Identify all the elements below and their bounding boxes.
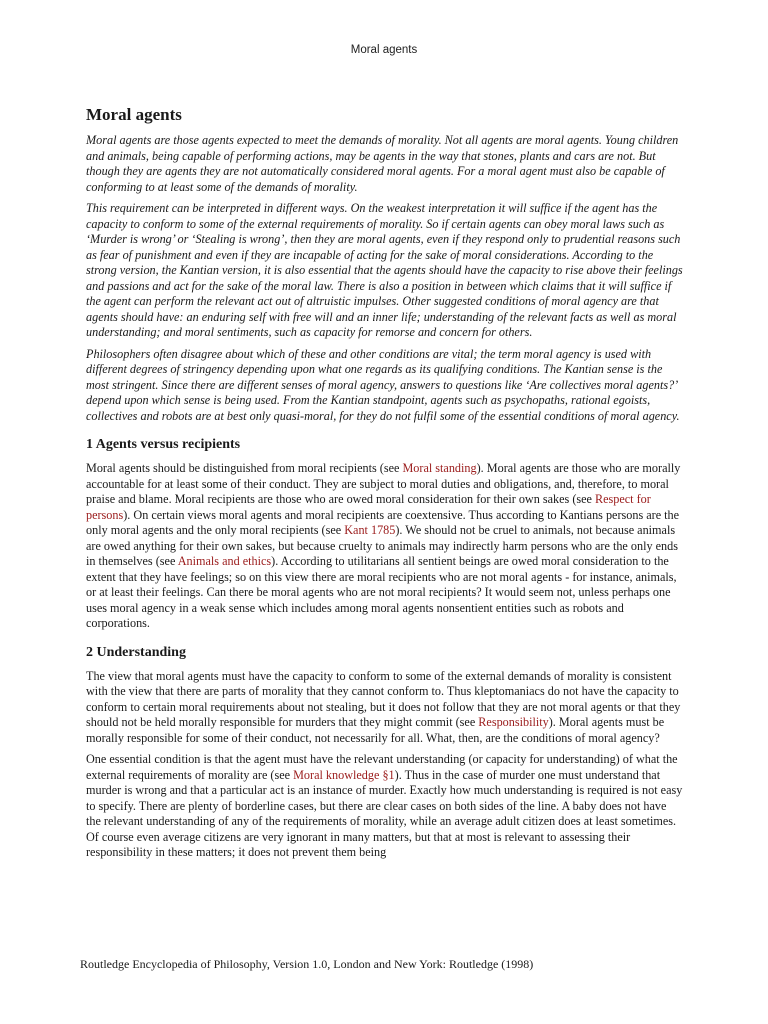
- article-title: Moral agents: [86, 105, 182, 124]
- text-span: ). We should not be cruel to animals, not because animals are owed anything for their own sakes, but because cruelty to animals may indirectly harm persons who are the only ends in themselves (see: [86, 523, 678, 568]
- text-span: ). On certain views moral agents and moral recipients are coextensive. Thus according to Kantians persons are the only moral agents and the only moral recipients (see: [86, 507, 680, 537]
- section-1-paragraph: [86, 461, 684, 632]
- section-2-paragraph-1: [86, 669, 684, 747]
- section-2-heading: 2 Understanding: [86, 644, 186, 660]
- link-animals-and-ethics[interactable]: Animals and ethics: [177, 554, 272, 568]
- running-header: Moral agents: [350, 44, 418, 56]
- intro-paragraph-2: This requirement can be interpreted in different ways. On the weakest interpretation it will suffice if the agent has the capacity to conform to some of the external requirements of morality. So if certain agents can obey moral laws such as ‘Murder is wrong’ or ‘Stealing is wrong’, then they are moral agents, even if they respond only to prudential reasons such as fear of punishment and even if they are incapable of acting for the sake of moral considerations. According to the strong version, the Kantian version, it is also essential that the agents should have the capacity to rise above their feelings and passions and act for the sake of the moral law. There is also a position in between which claims that it will suffice if the agent can perform the relevant act out of altruistic impulses. Other suggested conditions of moral agency are that agents should have: an enduring self with free will and an inner life; understanding of the relevant facts as well as moral understanding; and moral sentiments, such as capacity for remorse and concern for others.: [86, 201, 683, 339]
- text-span: ). According to utilitarians all sentient beings are owed moral consideration to the extent that they have feelings; so on this view there are moral recipients who are not moral agents - for instance, animals, or at least their feelings. Can there be moral agents who are not moral recipients? It would seem not, unless perhaps one uses moral agency in a weak sense which includes among moral agents nonsentient entities such as robots and corporations.: [86, 554, 677, 630]
- intro-paragraph-3: Philosophers often disagree about which of these and other conditions are vital; the term moral agency is used with different degrees of stringency depending upon what one regards as its qualifying conditions. The Kantian sense is the most stringent. Since there are different senses of moral agency, answers to questions like ‘Are collectives moral agents?’ depend upon which sense is being used. From the Kantian standpoint, agents such as psychopaths, rational egoists, collectives and robots are at best only quasi-moral, for they do not fulfil some of the essential conditions of moral agency.: [86, 346, 680, 423]
- text-span: ). Moral agents are those who are morally accountable for at least some of their conduct. They are subject to moral duties and obligations, and, therefore, to moral praise and blame. Moral recipients are those who are owed moral consideration for their own sakes (see: [86, 461, 681, 506]
- text-span: Moral agents should be distinguished from moral recipients (see: [86, 461, 403, 475]
- link-kant-1785[interactable]: Kant 1785: [344, 523, 396, 537]
- text-span: The view that moral agents must have the capacity to conform to some of the external demands of morality is consistent with the view that there are parts of morality that they cannot conform to. Thus kleptomaniacs do not have the capacity to conform to certain moral requirements about not stealing, but it does not follow that they are not moral agents or that they should not be held morally responsible for murders that they might commit (see: [86, 668, 681, 729]
- link-respect-for-persons[interactable]: Respect for persons: [86, 492, 651, 522]
- link-responsibility[interactable]: Responsibility: [478, 715, 549, 729]
- intro-paragraph-1: Moral agents are those agents expected to meet the demands of morality. Not all agents are moral agents. Young children and animals, being capable of performing actions, may be agents in the way that stones, plants and cars are not. But though they are agents they are not automatically considered moral agents. For a moral agent must also be capable of conforming to at least some of the demands of morality.: [86, 133, 679, 194]
- section-2-paragraph-2: [86, 752, 684, 861]
- article-body: [86, 104, 684, 867]
- link-moral-standing[interactable]: Moral standing: [402, 461, 477, 475]
- text-span: ). Thus in the case of murder one must understand that murder is wrong and that a particular act is an instance of murder. Exactly how much understanding is required is not easy to specify. There are plenty of borderline cases, but there are clear cases on both sides of the line. A baby does not have the relevant understanding of any of the requirements of morality, while an average adult citizen does at least sometimes. Of course even average citizens are very ignorant in many matters, but that at most is relevant to assessing their responsibility in these matters; it does not prevent them being: [86, 767, 683, 859]
- section-1-heading: 1 Agents versus recipients: [86, 437, 241, 452]
- text-span: ). Moral agents must be morally responsible for some of their conduct, not necessarily for all. What, then, are the conditions of moral agency?: [86, 715, 665, 745]
- footer-citation: Routledge Encyclopedia of Philosophy, Version 1.0, London and New York: Routledge (1998): [80, 957, 534, 971]
- text-span: One essential condition is that the agent must have the relevant understanding (or capacity for understanding) of what the external requirements of morality are (see: [86, 752, 678, 782]
- link-moral-knowledge[interactable]: Moral knowledge §1: [293, 767, 395, 782]
